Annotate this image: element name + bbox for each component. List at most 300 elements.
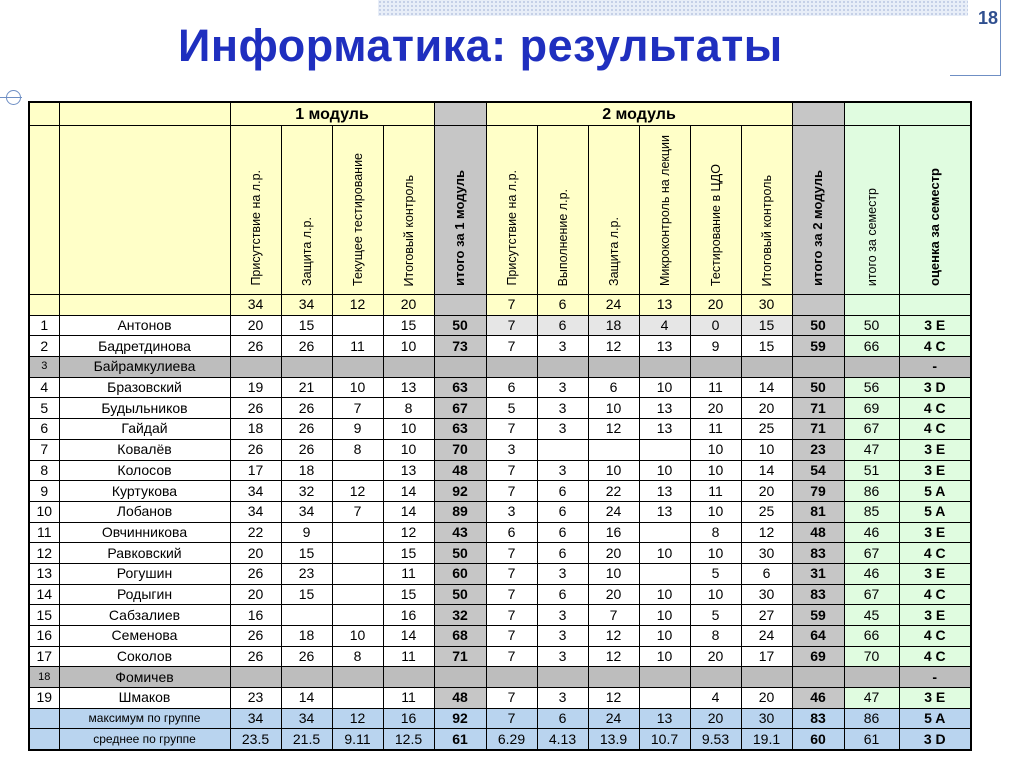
score-cell [639, 522, 690, 543]
header-name-blank [59, 126, 230, 295]
score-cell: 15 [383, 543, 434, 564]
score-cell: 10 [588, 563, 639, 584]
semester-header-top [844, 102, 971, 126]
score-cell: 10 [639, 584, 690, 605]
score-cell: 17 [741, 646, 792, 667]
student-row [29, 315, 971, 336]
stats-cell: 61 [434, 729, 486, 750]
stats-cell: 21.5 [281, 729, 332, 750]
score-cell: 20 [230, 543, 281, 564]
stats-cell: 9.53 [690, 729, 741, 750]
max-points-cell [792, 295, 844, 316]
score-cell: 5 [690, 605, 741, 626]
m2-col-header-4-label: Тестирование в ЦДО [708, 163, 723, 286]
grade-badge: 3 E [899, 460, 971, 481]
score-cell: 10 [383, 439, 434, 460]
stats-cell: 6.29 [486, 729, 537, 750]
score-cell: 26 [281, 646, 332, 667]
score-cell: 3 [537, 688, 588, 709]
score-cell: 50 [434, 543, 486, 564]
score-cell: 21 [281, 377, 332, 398]
stats-cell: 12 [332, 708, 383, 729]
student-number: 13 [29, 563, 59, 584]
score-cell [639, 667, 690, 688]
score-cell: 54 [792, 460, 844, 481]
score-cell [332, 688, 383, 709]
m1-col-header-2 [332, 126, 383, 295]
module2-total-header-top [792, 102, 844, 126]
student-name: Колосов [59, 460, 230, 481]
stats-label: среднее по группе [59, 729, 230, 750]
stats-cell: 61 [844, 729, 899, 750]
score-cell [537, 357, 588, 378]
score-cell: 67 [434, 398, 486, 419]
student-row [29, 481, 971, 502]
score-cell: 71 [792, 419, 844, 440]
max-points-cell: 6 [537, 295, 588, 316]
score-cell: 22 [588, 481, 639, 502]
student-name: Овчинникова [59, 522, 230, 543]
score-cell: 6 [537, 501, 588, 522]
score-cell: 0 [690, 315, 741, 336]
student-row [29, 688, 971, 709]
grade-badge: 4 C [899, 419, 971, 440]
score-cell: 50 [792, 377, 844, 398]
max-points-num-blank [29, 295, 59, 316]
stats-cell: 5 A [899, 708, 971, 729]
score-cell: 8 [690, 626, 741, 647]
score-cell: 86 [844, 481, 899, 502]
score-cell: 79 [792, 481, 844, 502]
score-cell: 20 [588, 584, 639, 605]
student-name: Шмаков [59, 688, 230, 709]
grade-badge: - [899, 667, 971, 688]
student-row [29, 460, 971, 481]
grade-badge: 3 E [899, 688, 971, 709]
score-cell: 3 [537, 336, 588, 357]
score-cell: 14 [383, 626, 434, 647]
score-cell: 63 [434, 377, 486, 398]
score-cell: 9 [281, 522, 332, 543]
score-cell: 50 [434, 315, 486, 336]
m2-col-header-5 [741, 126, 792, 295]
m2-col-header-5-label: Итоговый контроль [759, 174, 774, 286]
score-cell: 20 [588, 543, 639, 564]
score-cell: 13 [639, 501, 690, 522]
score-cell: 18 [281, 626, 332, 647]
score-cell: 20 [230, 315, 281, 336]
score-cell [844, 357, 899, 378]
student-name: Лобанов [59, 501, 230, 522]
score-cell: 48 [792, 522, 844, 543]
student-number: 10 [29, 501, 59, 522]
stats-num-blank [29, 708, 59, 729]
student-number: 12 [29, 543, 59, 564]
grade-badge: - [899, 357, 971, 378]
score-cell: 24 [741, 626, 792, 647]
score-cell: 83 [792, 543, 844, 564]
m1-col-header-1-label: Защита л.р. [299, 217, 314, 286]
max-points-cell: 20 [690, 295, 741, 316]
score-cell: 3 [537, 626, 588, 647]
score-cell [486, 357, 537, 378]
score-cell: 10 [690, 439, 741, 460]
score-cell: 50 [434, 584, 486, 605]
score-cell: 3 [537, 605, 588, 626]
score-cell: 15 [281, 543, 332, 564]
score-cell [690, 667, 741, 688]
score-cell: 51 [844, 460, 899, 481]
max-points-cell: 13 [639, 295, 690, 316]
score-cell [792, 667, 844, 688]
max-points-cell: 20 [383, 295, 434, 316]
m2-col-header-3-label: Микроконтроль на лекции [657, 134, 672, 286]
score-cell [690, 357, 741, 378]
score-cell: 6 [537, 522, 588, 543]
max-points-cell: 24 [588, 295, 639, 316]
score-cell: 8 [332, 646, 383, 667]
student-row [29, 398, 971, 419]
score-cell: 14 [741, 460, 792, 481]
score-cell: 26 [281, 398, 332, 419]
m1-total-header-label: итого за 1 модуль [452, 170, 467, 286]
max-points-cell: 34 [230, 295, 281, 316]
student-name: Фомичев [59, 667, 230, 688]
score-cell [332, 584, 383, 605]
grade-badge: 4 C [899, 646, 971, 667]
student-name: Равковский [59, 543, 230, 564]
score-cell: 20 [741, 398, 792, 419]
score-cell: 20 [230, 584, 281, 605]
stats-cell: 24 [588, 708, 639, 729]
stats-cell: 92 [434, 708, 486, 729]
score-cell: 34 [281, 501, 332, 522]
score-cell: 10 [639, 605, 690, 626]
score-cell: 66 [844, 336, 899, 357]
score-cell: 10 [639, 377, 690, 398]
module1-header: 1 модуль [230, 102, 434, 126]
score-cell: 20 [741, 688, 792, 709]
score-cell: 30 [741, 543, 792, 564]
score-cell: 10 [639, 543, 690, 564]
score-cell: 24 [588, 501, 639, 522]
score-cell: 59 [792, 605, 844, 626]
m2-total-header-label: итого за 2 модуль [810, 170, 825, 286]
score-cell: 10 [639, 626, 690, 647]
semester-total-header-label: итого за семестр [864, 187, 879, 286]
stats-row [29, 729, 971, 750]
grade-badge: 3 E [899, 439, 971, 460]
student-number: 4 [29, 377, 59, 398]
score-cell: 50 [844, 315, 899, 336]
score-cell: 5 [690, 563, 741, 584]
stats-label: максимум по группе [59, 708, 230, 729]
header-row-columns [29, 126, 971, 295]
score-cell: 12 [383, 522, 434, 543]
student-number: 18 [29, 667, 59, 688]
stats-cell: 16 [383, 708, 434, 729]
module1-total-header-top [434, 102, 486, 126]
student-number: 2 [29, 336, 59, 357]
score-cell: 71 [434, 646, 486, 667]
score-cell: 3 [537, 646, 588, 667]
score-cell: 67 [844, 419, 899, 440]
score-cell [741, 357, 792, 378]
score-cell: 26 [281, 439, 332, 460]
student-row [29, 563, 971, 584]
score-cell: 10 [383, 336, 434, 357]
grade-badge: 4 C [899, 398, 971, 419]
score-cell: 64 [792, 626, 844, 647]
header-num-blank [29, 126, 59, 295]
score-cell: 10 [690, 543, 741, 564]
max-points-name-blank [59, 295, 230, 316]
stats-cell: 86 [844, 708, 899, 729]
stats-cell: 6 [537, 708, 588, 729]
score-cell: 10 [690, 584, 741, 605]
stats-cell: 7 [486, 708, 537, 729]
score-cell [844, 667, 899, 688]
score-cell: 45 [844, 605, 899, 626]
score-cell: 73 [434, 336, 486, 357]
stats-cell: 20 [690, 708, 741, 729]
max-points-cell: 12 [332, 295, 383, 316]
score-cell: 32 [281, 481, 332, 502]
score-cell: 23 [792, 439, 844, 460]
grades-table [28, 101, 972, 751]
stats-cell: 13 [639, 708, 690, 729]
score-cell: 6 [486, 377, 537, 398]
score-cell: 6 [486, 522, 537, 543]
student-row [29, 439, 971, 460]
score-cell: 9 [690, 336, 741, 357]
score-cell: 26 [230, 563, 281, 584]
stats-cell: 34 [230, 708, 281, 729]
score-cell [230, 357, 281, 378]
score-cell [639, 688, 690, 709]
student-name: Будыльников [59, 398, 230, 419]
score-cell: 56 [844, 377, 899, 398]
score-cell: 47 [844, 439, 899, 460]
score-cell: 63 [434, 419, 486, 440]
score-cell: 11 [383, 563, 434, 584]
score-cell: 20 [741, 481, 792, 502]
score-cell: 26 [230, 336, 281, 357]
score-cell: 60 [434, 563, 486, 584]
student-row [29, 357, 971, 378]
m2-col-header-2-label: Защита л.р. [606, 217, 621, 286]
score-cell: 46 [844, 563, 899, 584]
score-cell: 14 [383, 481, 434, 502]
student-name: Антонов [59, 315, 230, 336]
score-cell: 34 [230, 481, 281, 502]
student-number: 9 [29, 481, 59, 502]
m2-col-header-0 [486, 126, 537, 295]
score-cell: 23 [230, 688, 281, 709]
score-cell: 12 [588, 688, 639, 709]
score-cell: 13 [383, 460, 434, 481]
grade-badge: 4 C [899, 626, 971, 647]
student-row [29, 584, 971, 605]
score-cell [332, 315, 383, 336]
score-cell: 13 [639, 336, 690, 357]
score-cell [281, 357, 332, 378]
m1-col-header-1 [281, 126, 332, 295]
score-cell: 4 [639, 315, 690, 336]
score-cell: 14 [741, 377, 792, 398]
score-cell: 7 [486, 543, 537, 564]
score-cell: 26 [230, 439, 281, 460]
student-name: Соколов [59, 646, 230, 667]
grade-badge: 5 A [899, 501, 971, 522]
score-cell [332, 605, 383, 626]
score-cell: 31 [792, 563, 844, 584]
score-cell [588, 667, 639, 688]
student-row [29, 419, 971, 440]
score-cell: 15 [281, 584, 332, 605]
score-cell: 85 [844, 501, 899, 522]
score-cell [792, 357, 844, 378]
score-cell: 32 [434, 605, 486, 626]
score-cell: 6 [537, 543, 588, 564]
score-cell: 16 [230, 605, 281, 626]
decorative-circle-icon [6, 90, 21, 105]
grade-badge: 3 E [899, 563, 971, 584]
score-cell: 59 [792, 336, 844, 357]
score-cell: 71 [792, 398, 844, 419]
grade-badge: 3 E [899, 522, 971, 543]
score-cell: 50 [792, 315, 844, 336]
score-cell: 22 [230, 522, 281, 543]
score-cell [486, 667, 537, 688]
score-cell: 20 [690, 646, 741, 667]
score-cell [332, 357, 383, 378]
score-cell [332, 460, 383, 481]
score-cell: 7 [486, 336, 537, 357]
module2-header: 2 модуль [486, 102, 792, 126]
score-cell: 8 [332, 439, 383, 460]
score-cell: 7 [486, 460, 537, 481]
stats-cell: 10.7 [639, 729, 690, 750]
score-cell: 11 [690, 481, 741, 502]
score-cell: 6 [741, 563, 792, 584]
score-cell: 92 [434, 481, 486, 502]
stats-cell: 9.11 [332, 729, 383, 750]
student-name: Бразовский [59, 377, 230, 398]
score-cell: 3 [537, 460, 588, 481]
student-number: 16 [29, 626, 59, 647]
score-cell: 10 [332, 626, 383, 647]
student-row [29, 605, 971, 626]
score-cell: 10 [690, 501, 741, 522]
score-cell: 11 [383, 688, 434, 709]
stats-cell: 30 [741, 708, 792, 729]
score-cell: 17 [230, 460, 281, 481]
score-cell: 10 [332, 377, 383, 398]
score-cell [383, 357, 434, 378]
stats-cell: 12.5 [383, 729, 434, 750]
grade-badge: 3 D [899, 377, 971, 398]
score-cell: 27 [741, 605, 792, 626]
score-cell: 10 [588, 398, 639, 419]
score-cell: 13 [639, 398, 690, 419]
grade-badge: 4 C [899, 336, 971, 357]
score-cell: 11 [690, 377, 741, 398]
student-number: 7 [29, 439, 59, 460]
score-cell: 7 [486, 481, 537, 502]
score-cell: 89 [434, 501, 486, 522]
score-cell: 25 [741, 419, 792, 440]
student-row [29, 626, 971, 647]
score-cell: 11 [332, 336, 383, 357]
score-cell: 7 [486, 584, 537, 605]
stats-cell: 13.9 [588, 729, 639, 750]
stats-cell: 3 D [899, 729, 971, 750]
student-row [29, 543, 971, 564]
max-points-cell: 34 [281, 295, 332, 316]
score-cell: 6 [537, 584, 588, 605]
student-number: 15 [29, 605, 59, 626]
semester-grade-header-label: оценка за семестр [926, 168, 942, 286]
score-cell: 18 [588, 315, 639, 336]
score-cell: 25 [741, 501, 792, 522]
student-name: Рогушин [59, 563, 230, 584]
stats-cell: 83 [792, 708, 844, 729]
score-cell: 15 [383, 315, 434, 336]
score-cell: 4 [690, 688, 741, 709]
score-cell: 69 [844, 398, 899, 419]
student-number: 6 [29, 419, 59, 440]
score-cell: 13 [639, 419, 690, 440]
score-cell: 3 [537, 377, 588, 398]
stats-cell: 34 [281, 708, 332, 729]
student-row [29, 522, 971, 543]
score-cell [332, 522, 383, 543]
student-name: Семенова [59, 626, 230, 647]
score-cell: 12 [332, 481, 383, 502]
score-cell: 23 [281, 563, 332, 584]
score-cell: 26 [230, 398, 281, 419]
score-cell: 46 [844, 522, 899, 543]
score-cell: 6 [537, 315, 588, 336]
score-cell: 10 [741, 439, 792, 460]
student-number: 3 [29, 357, 59, 378]
student-number: 14 [29, 584, 59, 605]
grade-badge: 3 E [899, 315, 971, 336]
student-name: Байрамкулиева [59, 357, 230, 378]
stats-cell: 4.13 [537, 729, 588, 750]
m2-col-header-1-label: Выполнение л.р. [555, 188, 570, 286]
score-cell: 7 [332, 501, 383, 522]
score-cell: 13 [639, 481, 690, 502]
score-cell: 14 [383, 501, 434, 522]
score-cell: 68 [434, 626, 486, 647]
header-corner-name [59, 102, 230, 126]
student-row [29, 501, 971, 522]
score-cell: 10 [690, 460, 741, 481]
score-cell: 70 [434, 439, 486, 460]
score-cell: 18 [281, 460, 332, 481]
student-number: 5 [29, 398, 59, 419]
score-cell: 10 [639, 646, 690, 667]
grade-badge: 5 A [899, 481, 971, 502]
score-cell: 16 [588, 522, 639, 543]
score-cell: 46 [792, 688, 844, 709]
m1-col-header-3-label: Итоговый контроль [401, 174, 416, 286]
max-points-cell [844, 295, 899, 316]
score-cell: 11 [690, 419, 741, 440]
score-cell: 7 [486, 605, 537, 626]
